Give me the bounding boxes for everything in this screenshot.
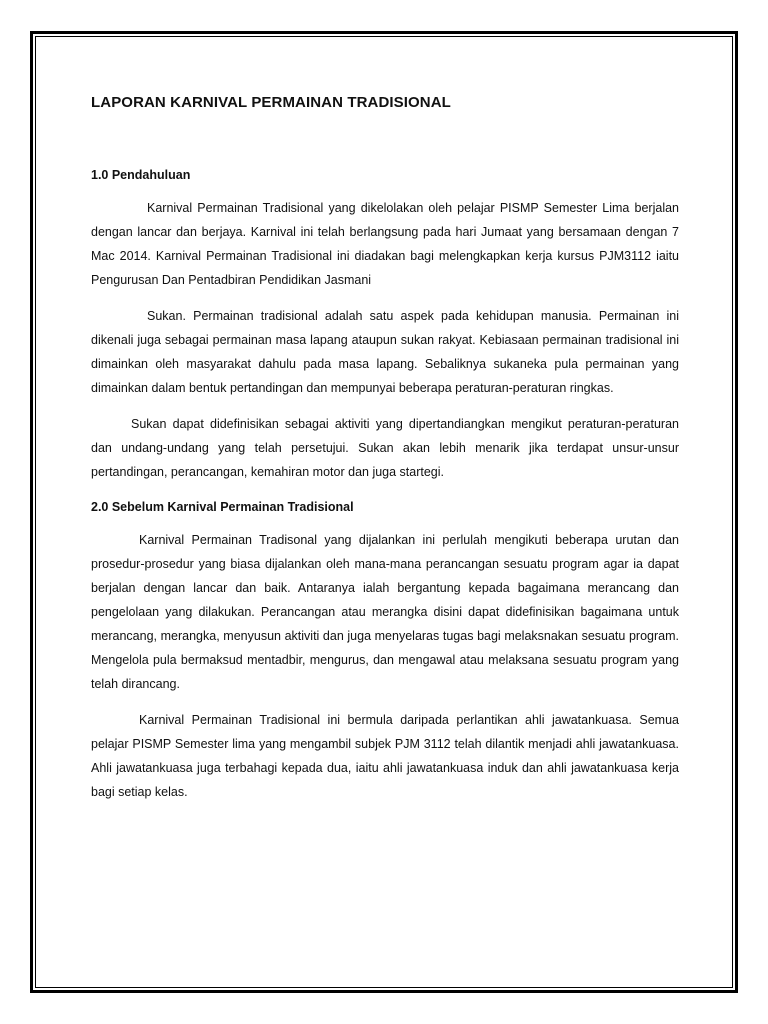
paragraph: Karnival Permainan Tradisonal yang dijalankan ini perlulah mengikuti beberapa urutan dan prosedur-prosedur yang biasa dijalankan oleh mana-mana perancangan sesuatu program agar ia dapat berjalan dengan lancar dan baik. Antaranya ialah bergantung kepada bagaimana merancang dan pengelolaan yang dilakukan. Perancangan atau merangka disini dapat didefinisikan bagaimana untuk merancang, merangka, menyusun aktiviti dan juga menyelaras tugas bagi melaksnakan sesuatu program. Mengelola pula bermaksud mentadbir, mengurus, dan mengawal atau melaksana sesuatu program yang telah dirancang. (91, 533, 679, 691)
paragraph: Sukan dapat didefinisikan sebagai aktiviti yang dipertandiangkan mengikut peraturan-peraturan dan undang-undang yang telah persetujui. Sukan akan lebih menarik jika terdapat unsur-unsur pertandingan, perancangan, kemahiran motor dan juga startegi. (91, 417, 679, 479)
paragraph: Karnival Permainan Tradisional ini bermula daripada perlantikan ahli jawatankuasa. Semua pelajar PISMP Semester lima yang mengambil subjek PJM 3112 telah dilantik menjadi ahli jawatankuasa. Ahli jawatankuasa juga terbahagi kepada dua, iaitu ahli jawatankuasa induk dan ahli jawatankuasa kerja bagi setiap kelas. (91, 713, 679, 799)
paragraph: Karnival Permainan Tradisional yang dikelolakan oleh pelajar PISMP Semester Lima berjalan dengan lancar dan berjaya. Karnival ini telah berlangsung pada hari Jumaat yang bersamaan dengan 7 Mac 2014. Karnival Permainan Tradisional ini diadakan bagi melengkapkan kerja kursus PJM3112 iaitu Pengurusan Dan Pentadbiran Pendidikan Jasmani (91, 201, 679, 287)
document-body (91, 92, 679, 804)
document-title: LAPORAN KARNIVAL PERMAINAN TRADISIONAL (91, 94, 451, 111)
section-heading-sebelum-karnival: 2.0 Sebelum Karnival Permainan Tradisional (91, 500, 354, 514)
paragraph: Sukan. Permainan tradisional adalah satu aspek pada kehidupan manusia. Permainan ini dikenali juga sebagai permainan masa lapang ataupun sukan rakyat. Kebiasaan permainan tradisional ini dimainkan oleh masyarakat dahulu pada masa lapang. Sebaliknya sukaneka pula permainan yang dimainkan dalam bentuk pertandingan dan mempunyai beberapa peraturan-peraturan ringkas. (91, 309, 679, 395)
section-heading-pendahuluan: 1.0 Pendahuluan (91, 168, 191, 182)
